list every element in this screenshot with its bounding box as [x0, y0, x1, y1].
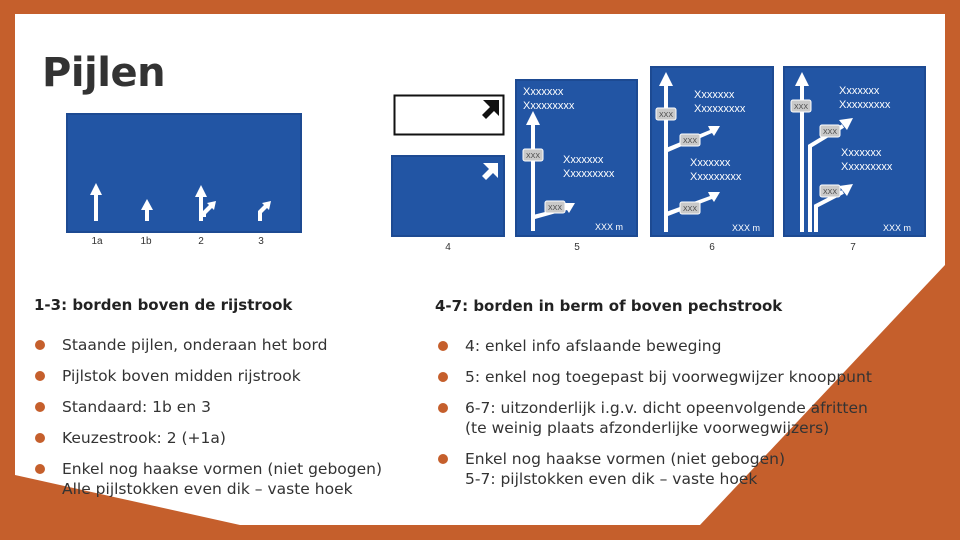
- sign-6-diagram: [650, 66, 774, 237]
- exit-tag: XXX: [547, 205, 563, 212]
- label-1a: 1a: [91, 236, 103, 247]
- destination-text: Xxxxxxx: [694, 89, 735, 101]
- bullet-item: [32, 459, 412, 499]
- bullet-item: [32, 428, 412, 448]
- destination-text: Xxxxxxx: [523, 86, 564, 98]
- distance-text: XXX m: [732, 223, 761, 233]
- bullet-item: [32, 366, 412, 386]
- exit-tag: XXX: [658, 112, 674, 119]
- sign-4-white-diagram: [393, 94, 505, 136]
- exit-tag: XXX: [793, 104, 809, 111]
- sign-5-diagram: [515, 79, 638, 237]
- destination-text: Xxxxxxxxx: [690, 171, 742, 183]
- destination-text: Xxxxxxx: [690, 157, 731, 169]
- label-2: 2: [198, 236, 204, 247]
- bullet-line: (te weinig plaats afzonderlijke voorwegwijzers): [465, 419, 830, 437]
- bullet-item: [435, 398, 925, 438]
- destination-text: Xxxxxxx: [563, 154, 604, 166]
- destination-text: Xxxxxxx: [839, 85, 880, 97]
- bullet-line: 4: enkel info afslaande beweging: [465, 337, 722, 355]
- bullet-line: Enkel nog haakse vormen (niet gebogen): [62, 460, 383, 478]
- left-section-heading: 1-3: borden boven de rijstrook: [34, 296, 293, 314]
- exit-tag: XXX: [525, 153, 541, 160]
- exit-tag: XXX: [682, 138, 698, 145]
- bullet-line: Staande pijlen, onderaan het bord: [62, 336, 328, 354]
- destination-text: Xxxxxxxxx: [694, 103, 746, 115]
- destination-text: Xxxxxxx: [841, 147, 882, 159]
- sign-7-diagram: [783, 66, 926, 237]
- destination-text: Xxxxxxxxx: [841, 161, 893, 173]
- bullet-line: Alle pijlstokken even dik – vaste hoek: [62, 480, 353, 498]
- destination-text: Xxxxxxxxx: [523, 100, 575, 112]
- bullet-item: [32, 397, 412, 417]
- destination-text: Xxxxxxxxx: [839, 99, 891, 111]
- bullet-line: 6-7: uitzonderlijk i.g.v. dicht opeenvolgende afritten: [465, 399, 868, 417]
- sign-4-blue-diagram: [391, 155, 505, 237]
- distance-text: XXX m: [883, 223, 912, 233]
- label-7: 7: [850, 242, 856, 253]
- label-4: 4: [445, 242, 451, 253]
- bullet-item: [32, 335, 412, 355]
- slide-title: Pijlen: [42, 50, 166, 96]
- bullet-line: Standaard: 1b en 3: [62, 398, 211, 416]
- exit-tag: XXX: [822, 189, 838, 196]
- left-bullet-list: [32, 335, 412, 510]
- label-3: 3: [258, 236, 264, 247]
- overhead-sign-diagram: [66, 113, 302, 233]
- bullet-item: [435, 336, 925, 356]
- bullet-line: 5: enkel nog toegepast bij voorwegwijzer knooppunt: [465, 368, 872, 386]
- exit-tag: XXX: [682, 206, 698, 213]
- bullet-line: Pijlstok boven midden rijstrook: [62, 367, 301, 385]
- bullet-line: Keuzestrook: 2 (+1a): [62, 429, 226, 447]
- distance-text: XXX m: [595, 222, 624, 232]
- label-1b: 1b: [140, 236, 152, 247]
- right-bullet-list: [435, 336, 925, 500]
- bullet-line: Enkel nog haakse vormen (niet gebogen): [465, 450, 786, 468]
- right-section-heading: 4-7: borden in berm of boven pechstrook: [435, 297, 783, 315]
- label-6: 6: [709, 242, 715, 253]
- exit-tag: XXX: [822, 129, 838, 136]
- bullet-item: [435, 367, 925, 387]
- bullet-item: [435, 449, 925, 489]
- destination-text: Xxxxxxxxx: [563, 168, 615, 180]
- bullet-line: 5-7: pijlstokken even dik – vaste hoek: [465, 470, 758, 488]
- label-5: 5: [574, 242, 580, 253]
